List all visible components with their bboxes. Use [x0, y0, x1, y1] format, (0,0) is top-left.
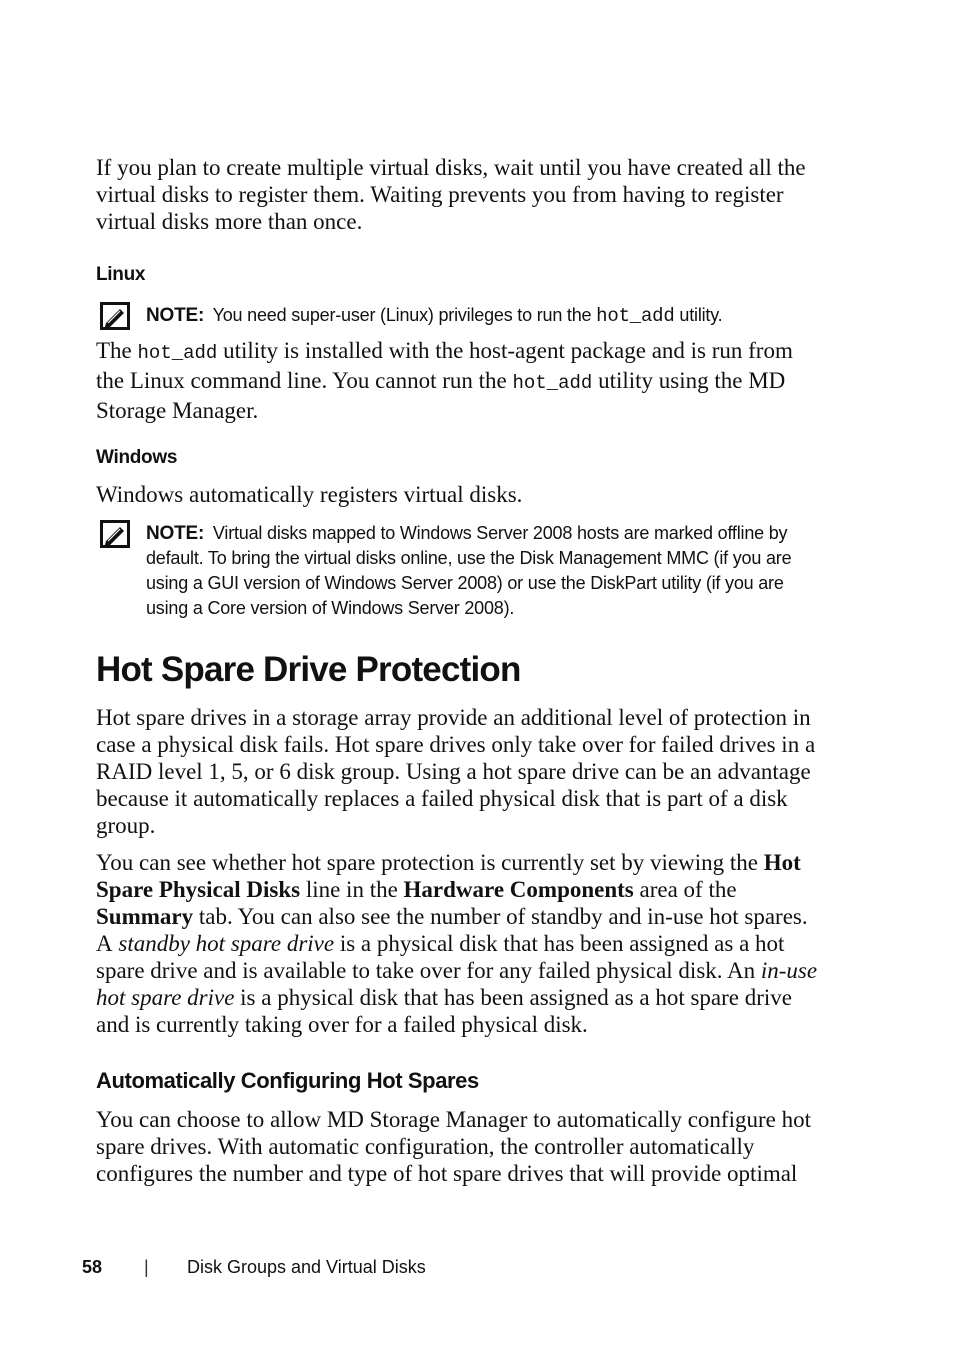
linux-para-text-2: utility is installed with the host-agent package and is run from the Linux command line. You cannot run the	[96, 338, 793, 393]
hs-text-4: tab. You can also see the number of standby and in-use hot spares. A	[96, 904, 808, 956]
note-pencil-icon	[100, 520, 130, 548]
page-number: 58	[82, 1257, 103, 1277]
note-text: Virtual disks mapped to Windows Server 2008 hosts are marked offline by default. To bring the virtual disks online, use the Disk Management MMC (if you are using a GUI version of Windows Server 2008) or use the DiskPart utility (if you are using a Core version of Windows Server 2008).	[146, 523, 792, 618]
hs-italic-2: in-use hot spare drive	[96, 958, 818, 1010]
hs-text-2: line in the	[305, 877, 398, 902]
intro-paragraph: If you plan to create multiple virtual disks, wait until you have created all the virtual disks to register them. Waiting prevents you from having to register virtual disks more than once.	[96, 155, 806, 234]
note-label: NOTE:	[146, 305, 205, 326]
linux-heading: Linux	[96, 264, 146, 285]
windows-paragraph: Windows automatically registers virtual disks.	[96, 482, 523, 507]
footer-chapter: Disk Groups and Virtual Disks	[187, 1257, 426, 1277]
note-pencil-icon	[100, 302, 130, 330]
hot-spare-paragraph-2	[96, 849, 826, 1038]
hot-spare-heading: Hot Spare Drive Protection	[96, 650, 521, 689]
linux-para-text-3: utility using the MD Storage Manager.	[96, 368, 786, 423]
hs-text-3: area of the	[639, 877, 737, 902]
auto-config-paragraph: You can choose to allow MD Storage Manager to automatically configure hot spare drives. With automatic configuration, the controller automatically configures the number and type of hot spare drives that will provide optimal	[96, 1107, 811, 1186]
note-code: hot_add	[596, 305, 675, 327]
note-text-after: utility.	[679, 305, 723, 325]
linux-para-text-1: The	[96, 338, 132, 363]
linux-para-code-1: hot_add	[137, 342, 218, 364]
footer-separator: |	[144, 1257, 149, 1277]
hs-italic-1: standby hot spare drive	[118, 931, 335, 956]
hs-bold-1: Hot Spare Physical Disks	[96, 850, 801, 902]
note-text-before: You need super-user (Linux) privileges to run the	[212, 305, 592, 325]
auto-config-heading: Automatically Configuring Hot Spares	[96, 1068, 479, 1093]
hs-text-6: is a physical disk that has been assigned as a hot spare drive and is currently taking over for a failed physical disk.	[96, 985, 793, 1037]
linux-para-code-2: hot_add	[512, 372, 593, 394]
note-label: NOTE:	[146, 523, 205, 544]
hs-text-5: is a physical disk that has been assigned as a hot spare drive and is available to take over for any failed physical disk. An	[96, 931, 785, 983]
hs-text-1: You can see whether hot spare protection is currently set by viewing the	[96, 850, 758, 875]
hot-spare-paragraph-1: Hot spare drives in a storage array provide an additional level of protection in case a physical disk fails. Hot spare drives only take over for failed drives in a RAID level 1, 5, or 6 disk group. Using a hot spare drive can be an advantage because it automatically replaces a failed physical disk that is part of a disk group.	[96, 705, 816, 838]
hs-bold-2: Hardware Components	[403, 877, 634, 902]
windows-heading: Windows	[96, 447, 178, 468]
hs-bold-3: Summary	[96, 904, 194, 929]
linux-paragraph	[96, 337, 826, 424]
